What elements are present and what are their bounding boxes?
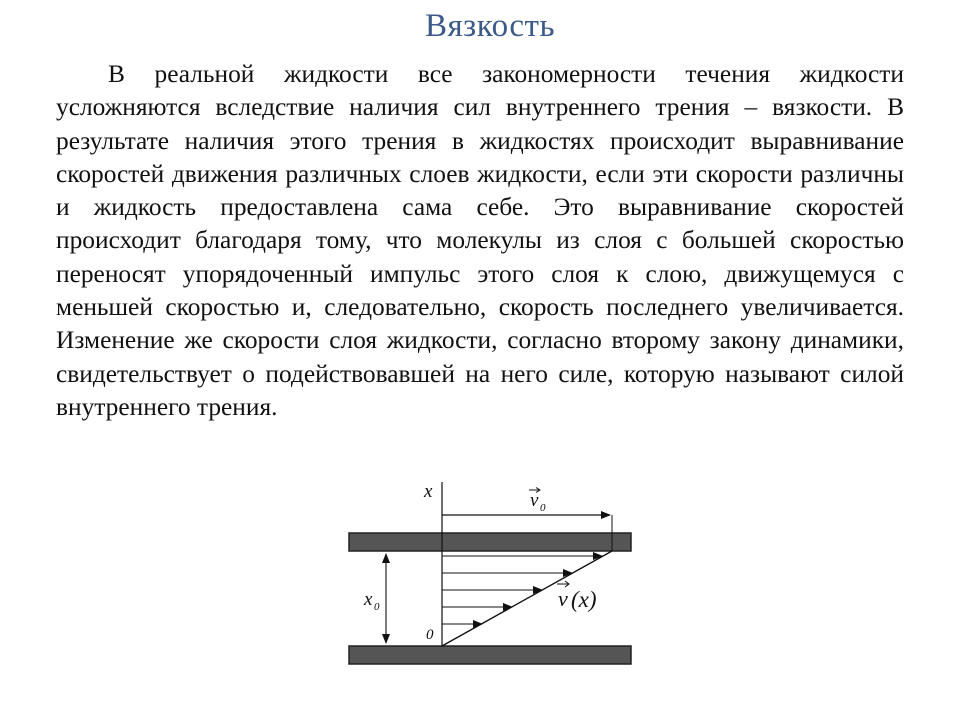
top-velocity-label: v (530, 490, 539, 511)
top-plate (349, 533, 631, 551)
bottom-plate (349, 646, 631, 664)
profile-label-paren: (x) (571, 587, 597, 612)
viscosity-figure (340, 478, 640, 674)
body-paragraph: В реальной жидкости все закономерности течения жидкости усложняются вследствие наличия сил внутреннего трения – вязкости. В результате наличия этого трения в жидкостях происходит выравнивание скоростей движения различных слоев жидкости, если эти скорости различны и жидкость предоставлена сама себе. Это выравнивание скоростей происходит благодаря тому, что молекулы из слоя с большей скоростью переносят упорядоченный импульс этого слоя к слою, движущемуся с меньшей скоростью и, следовательно, скорость последнего увеличивается. Изменение же скорости слоя жидкости, согласно второму закону динамики, свидетельствует о подействовавшей на него силе, которую называют силой внутреннего трения. (56, 60, 904, 421)
slide-title: Вязкость (424, 8, 556, 44)
distance-label: x (364, 589, 373, 610)
origin-label: 0 (426, 627, 434, 643)
top-velocity-subscript: 0 (540, 502, 546, 514)
axis-label: x (424, 481, 433, 502)
distance-subscript: 0 (374, 601, 380, 613)
profile-label-v: v (558, 586, 568, 611)
viscosity-diagram (340, 478, 640, 674)
